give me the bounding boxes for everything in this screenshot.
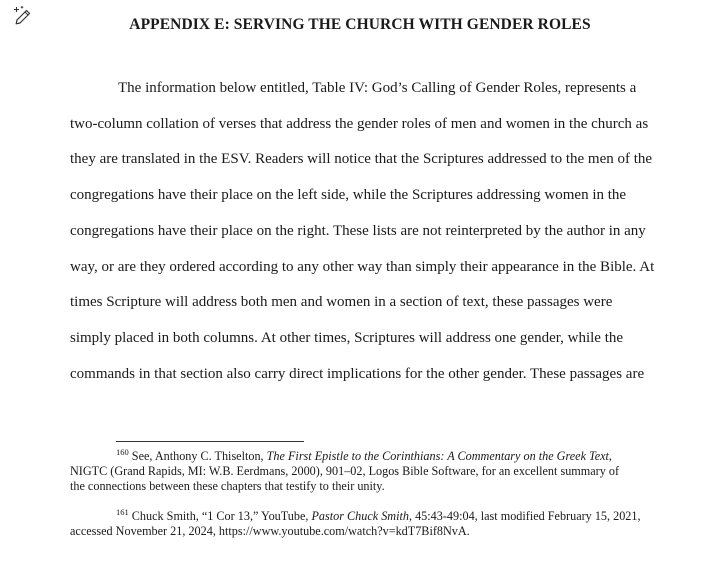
body-paragraph	[70, 71, 680, 392]
body-line: they are translated in the ESV. Readers will notice that the Scriptures addressed to the men of the	[70, 151, 653, 168]
body-line: way, or are they ordered according to any other way than simply their appearance in the Bible. At	[70, 258, 655, 275]
body-line: congregations have their place on the right. These lists are not reinterpreted by the author in any	[70, 222, 646, 239]
footnote-number: 161	[116, 506, 129, 517]
footnote-161: $^{161}$ Chuck Smith, “1 Cor 13,” YouTube, Pastor Chuck Smith, 45:43-49:04, last modified February 15, 2021, accessed November 21, 2024, https://www.youtube.com/watch?v=kdT7Bif8NvA.	[70, 509, 682, 539]
footnote-url-line: accessed November 21, 2024, https://www.youtube.com/watch?v=kdT7Bif8NvA.	[70, 524, 470, 539]
body-line: times Scripture will address both men and women in a section of text, these passages were	[70, 294, 613, 311]
body-line: congregations have their place on the left side, while the Scriptures addressing women in the	[70, 187, 627, 204]
body-line: simply placed in both columns. At other times, Scriptures will address one gender, while the	[70, 329, 624, 346]
body-line: two-column collation of verses that address the gender roles of men and women in the church as	[70, 115, 649, 132]
body-line: The information below entitled, Table IV: God’s Calling of Gender Roles, represents a	[118, 80, 637, 96]
appendix-heading: APPENDIX E: SERVING THE CHURCH WITH GENDER ROLES	[129, 16, 591, 33]
footnote-160: $^{160}$ See, Anthony C. Thiselton, The First Epistle to the Corinthians: A Commentary on the Greek Text, NIGTC (Grand Rapids, MI: W.B. Eerdmans, 2000), 901–02, Logos Bible Software, for an excellent summary of the connections between these chapters that testify to their unity.	[70, 446, 620, 494]
channel-title: Pastor Chuck Smith	[311, 509, 409, 523]
body-line: commands in that section also carry direct implications for the other gender. These passages are	[70, 365, 645, 382]
book-title: The First Epistle to the Corinthians: A Commentary on the Greek Text	[266, 449, 609, 463]
footnote-separator	[116, 441, 304, 442]
footnote-number: 160	[116, 446, 129, 457]
